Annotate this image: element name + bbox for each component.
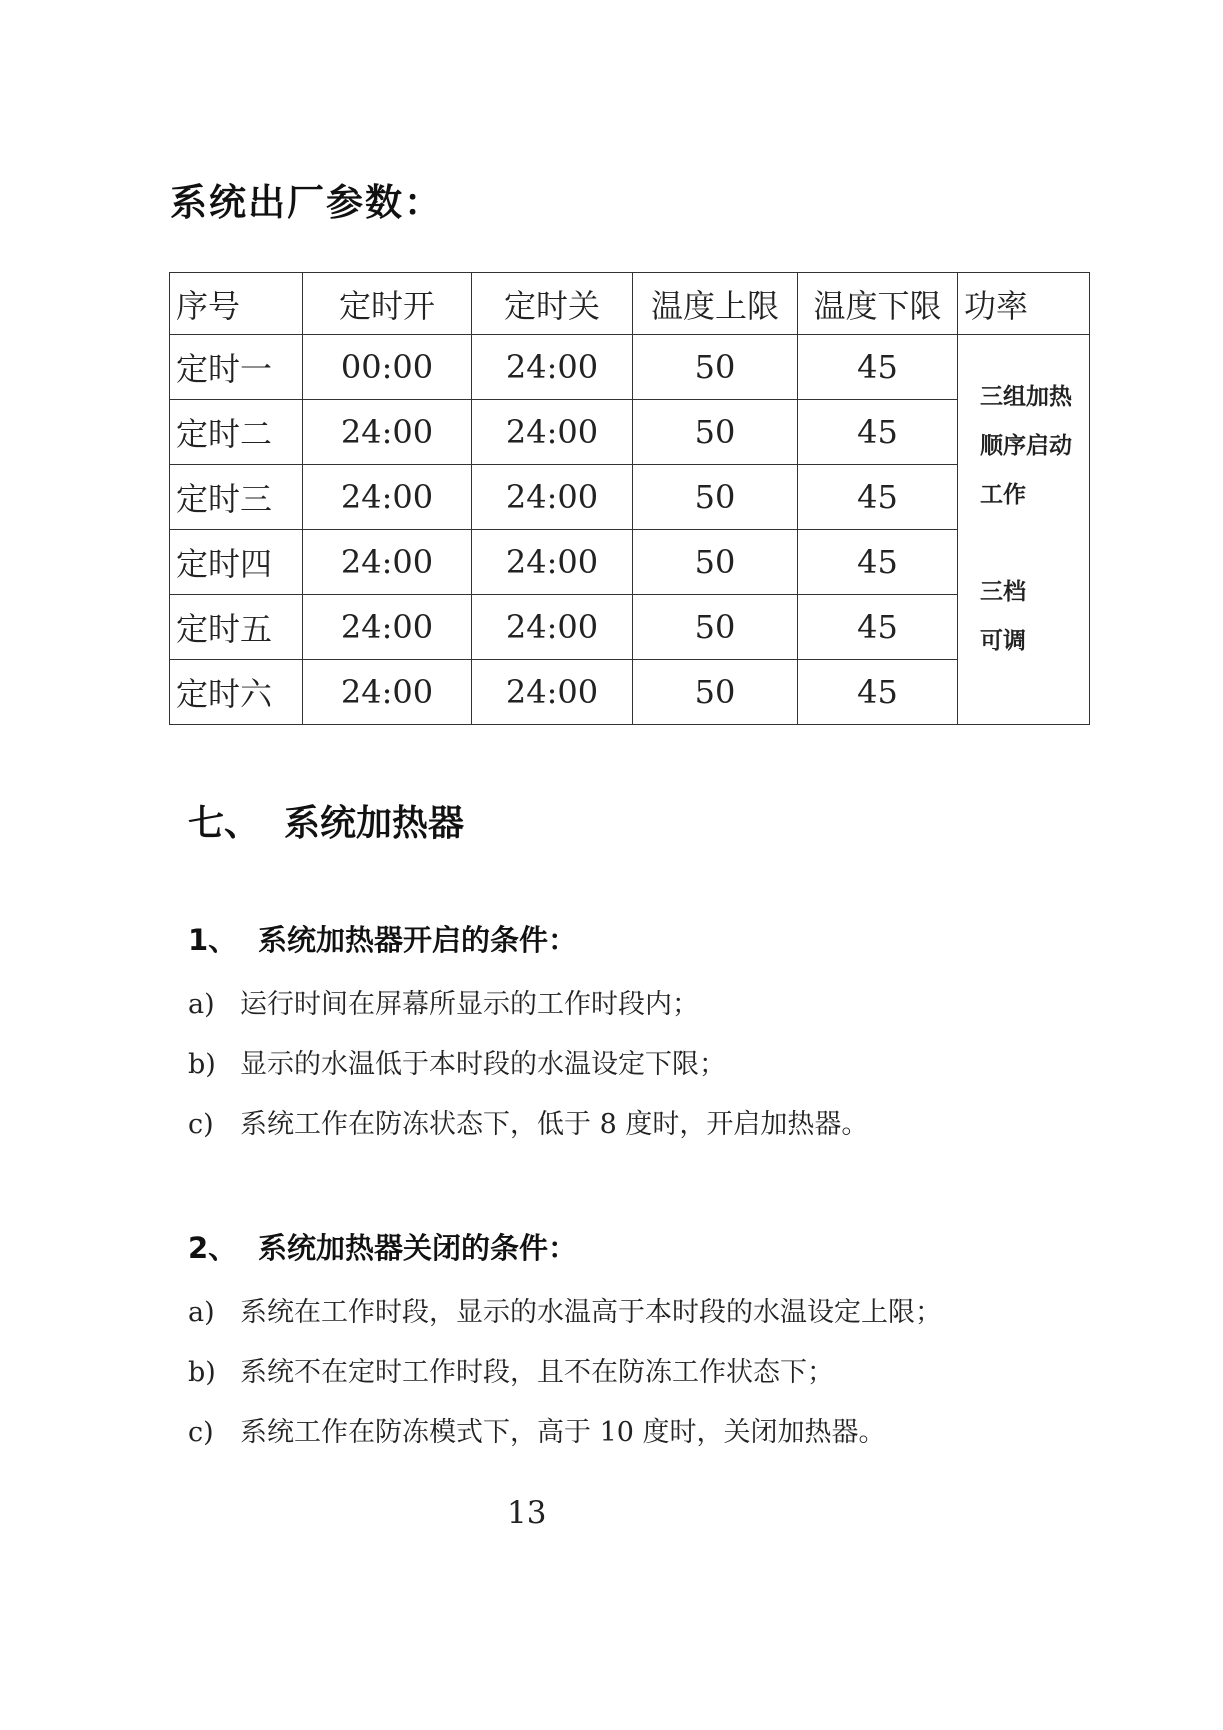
list-item	[188, 1102, 868, 1141]
factory-parameters-table	[169, 272, 1090, 725]
power-line: 顺序启动	[980, 433, 1072, 459]
row-temp-upper: 50	[633, 400, 798, 465]
list-item	[188, 1042, 726, 1081]
item-text: 系统工作在防冻模式下，高于 10 度时，关闭加热器。	[240, 1417, 886, 1448]
table-row	[170, 660, 1090, 725]
header-timer-off: 定时关	[472, 273, 633, 335]
power-line: 可调	[980, 628, 1026, 654]
list-item	[188, 1290, 942, 1329]
row-temp-lower: 45	[798, 335, 958, 400]
header-index: 序号	[170, 273, 303, 335]
power-cell	[958, 335, 1090, 725]
section-number: 七、	[188, 803, 261, 844]
power-spacer	[980, 520, 1089, 568]
subsection-number: 1、	[188, 923, 238, 957]
row-timer-on: 24:00	[303, 400, 472, 465]
list-item	[188, 982, 699, 1021]
row-temp-lower: 45	[798, 530, 958, 595]
subsection-number: 2、	[188, 1231, 238, 1265]
section-heading	[188, 795, 464, 846]
row-timer-on: 24:00	[303, 595, 472, 660]
power-line: 三组加热	[980, 384, 1072, 410]
item-text: 运行时间在屏幕所显示的工作时段内；	[240, 989, 699, 1020]
row-timer-on: 00:00	[303, 335, 472, 400]
row-temp-lower: 45	[798, 465, 958, 530]
item-text: 系统在工作时段，显示的水温高于本时段的水温设定上限；	[240, 1297, 942, 1328]
table-row	[170, 400, 1090, 465]
row-temp-lower: 45	[798, 400, 958, 465]
item-marker: c)	[188, 1109, 214, 1140]
subsection-title: 系统加热器关闭的条件：	[258, 1231, 578, 1265]
list-item	[188, 1350, 834, 1389]
row-name: 定时一	[170, 335, 303, 400]
row-temp-upper: 50	[633, 660, 798, 725]
row-name: 定时六	[170, 660, 303, 725]
row-timer-off: 24:00	[472, 400, 633, 465]
row-timer-off: 24:00	[472, 335, 633, 400]
row-temp-lower: 45	[798, 660, 958, 725]
factory-parameters-heading: 系统出厂参数：	[170, 181, 443, 224]
table-row	[170, 595, 1090, 660]
row-timer-off: 24:00	[472, 595, 633, 660]
section-title: 系统加热器	[284, 803, 465, 844]
table-row	[170, 465, 1090, 530]
row-temp-upper: 50	[633, 530, 798, 595]
row-name: 定时五	[170, 595, 303, 660]
row-name: 定时四	[170, 530, 303, 595]
item-marker: a)	[188, 989, 215, 1020]
row-temp-upper: 50	[633, 465, 798, 530]
header-temp-lower: 温度下限	[798, 273, 958, 335]
row-temp-upper: 50	[633, 595, 798, 660]
header-temp-upper: 温度上限	[633, 273, 798, 335]
row-temp-lower: 45	[798, 595, 958, 660]
subsection-heading	[188, 918, 577, 959]
table-header-row	[170, 273, 1090, 335]
subsection-heading	[188, 1226, 577, 1267]
row-temp-upper: 50	[633, 335, 798, 400]
row-timer-on: 24:00	[303, 660, 472, 725]
row-timer-on: 24:00	[303, 465, 472, 530]
subsection-title: 系统加热器开启的条件：	[258, 923, 578, 957]
item-text: 系统工作在防冻状态下，低于 8 度时，开启加热器。	[240, 1109, 869, 1140]
item-text: 显示的水温低于本时段的水温设定下限；	[240, 1049, 726, 1080]
row-name: 定时二	[170, 400, 303, 465]
header-power: 功率	[958, 273, 1090, 335]
header-timer-on: 定时开	[303, 273, 472, 335]
row-timer-off: 24:00	[472, 530, 633, 595]
item-text: 系统不在定时工作时段，且不在防冻工作状态下；	[240, 1357, 834, 1388]
row-timer-off: 24:00	[472, 660, 633, 725]
row-name: 定时三	[170, 465, 303, 530]
table-row	[170, 335, 1090, 400]
item-marker: a)	[188, 1297, 215, 1328]
power-line: 工作	[980, 482, 1026, 508]
item-marker: b)	[188, 1049, 216, 1080]
power-line: 三档	[980, 579, 1026, 605]
item-marker: c)	[188, 1417, 214, 1448]
page-number: 13	[507, 1495, 547, 1531]
row-timer-on: 24:00	[303, 530, 472, 595]
list-item	[188, 1410, 886, 1449]
item-marker: b)	[188, 1357, 216, 1388]
table-row	[170, 530, 1090, 595]
row-timer-off: 24:00	[472, 465, 633, 530]
